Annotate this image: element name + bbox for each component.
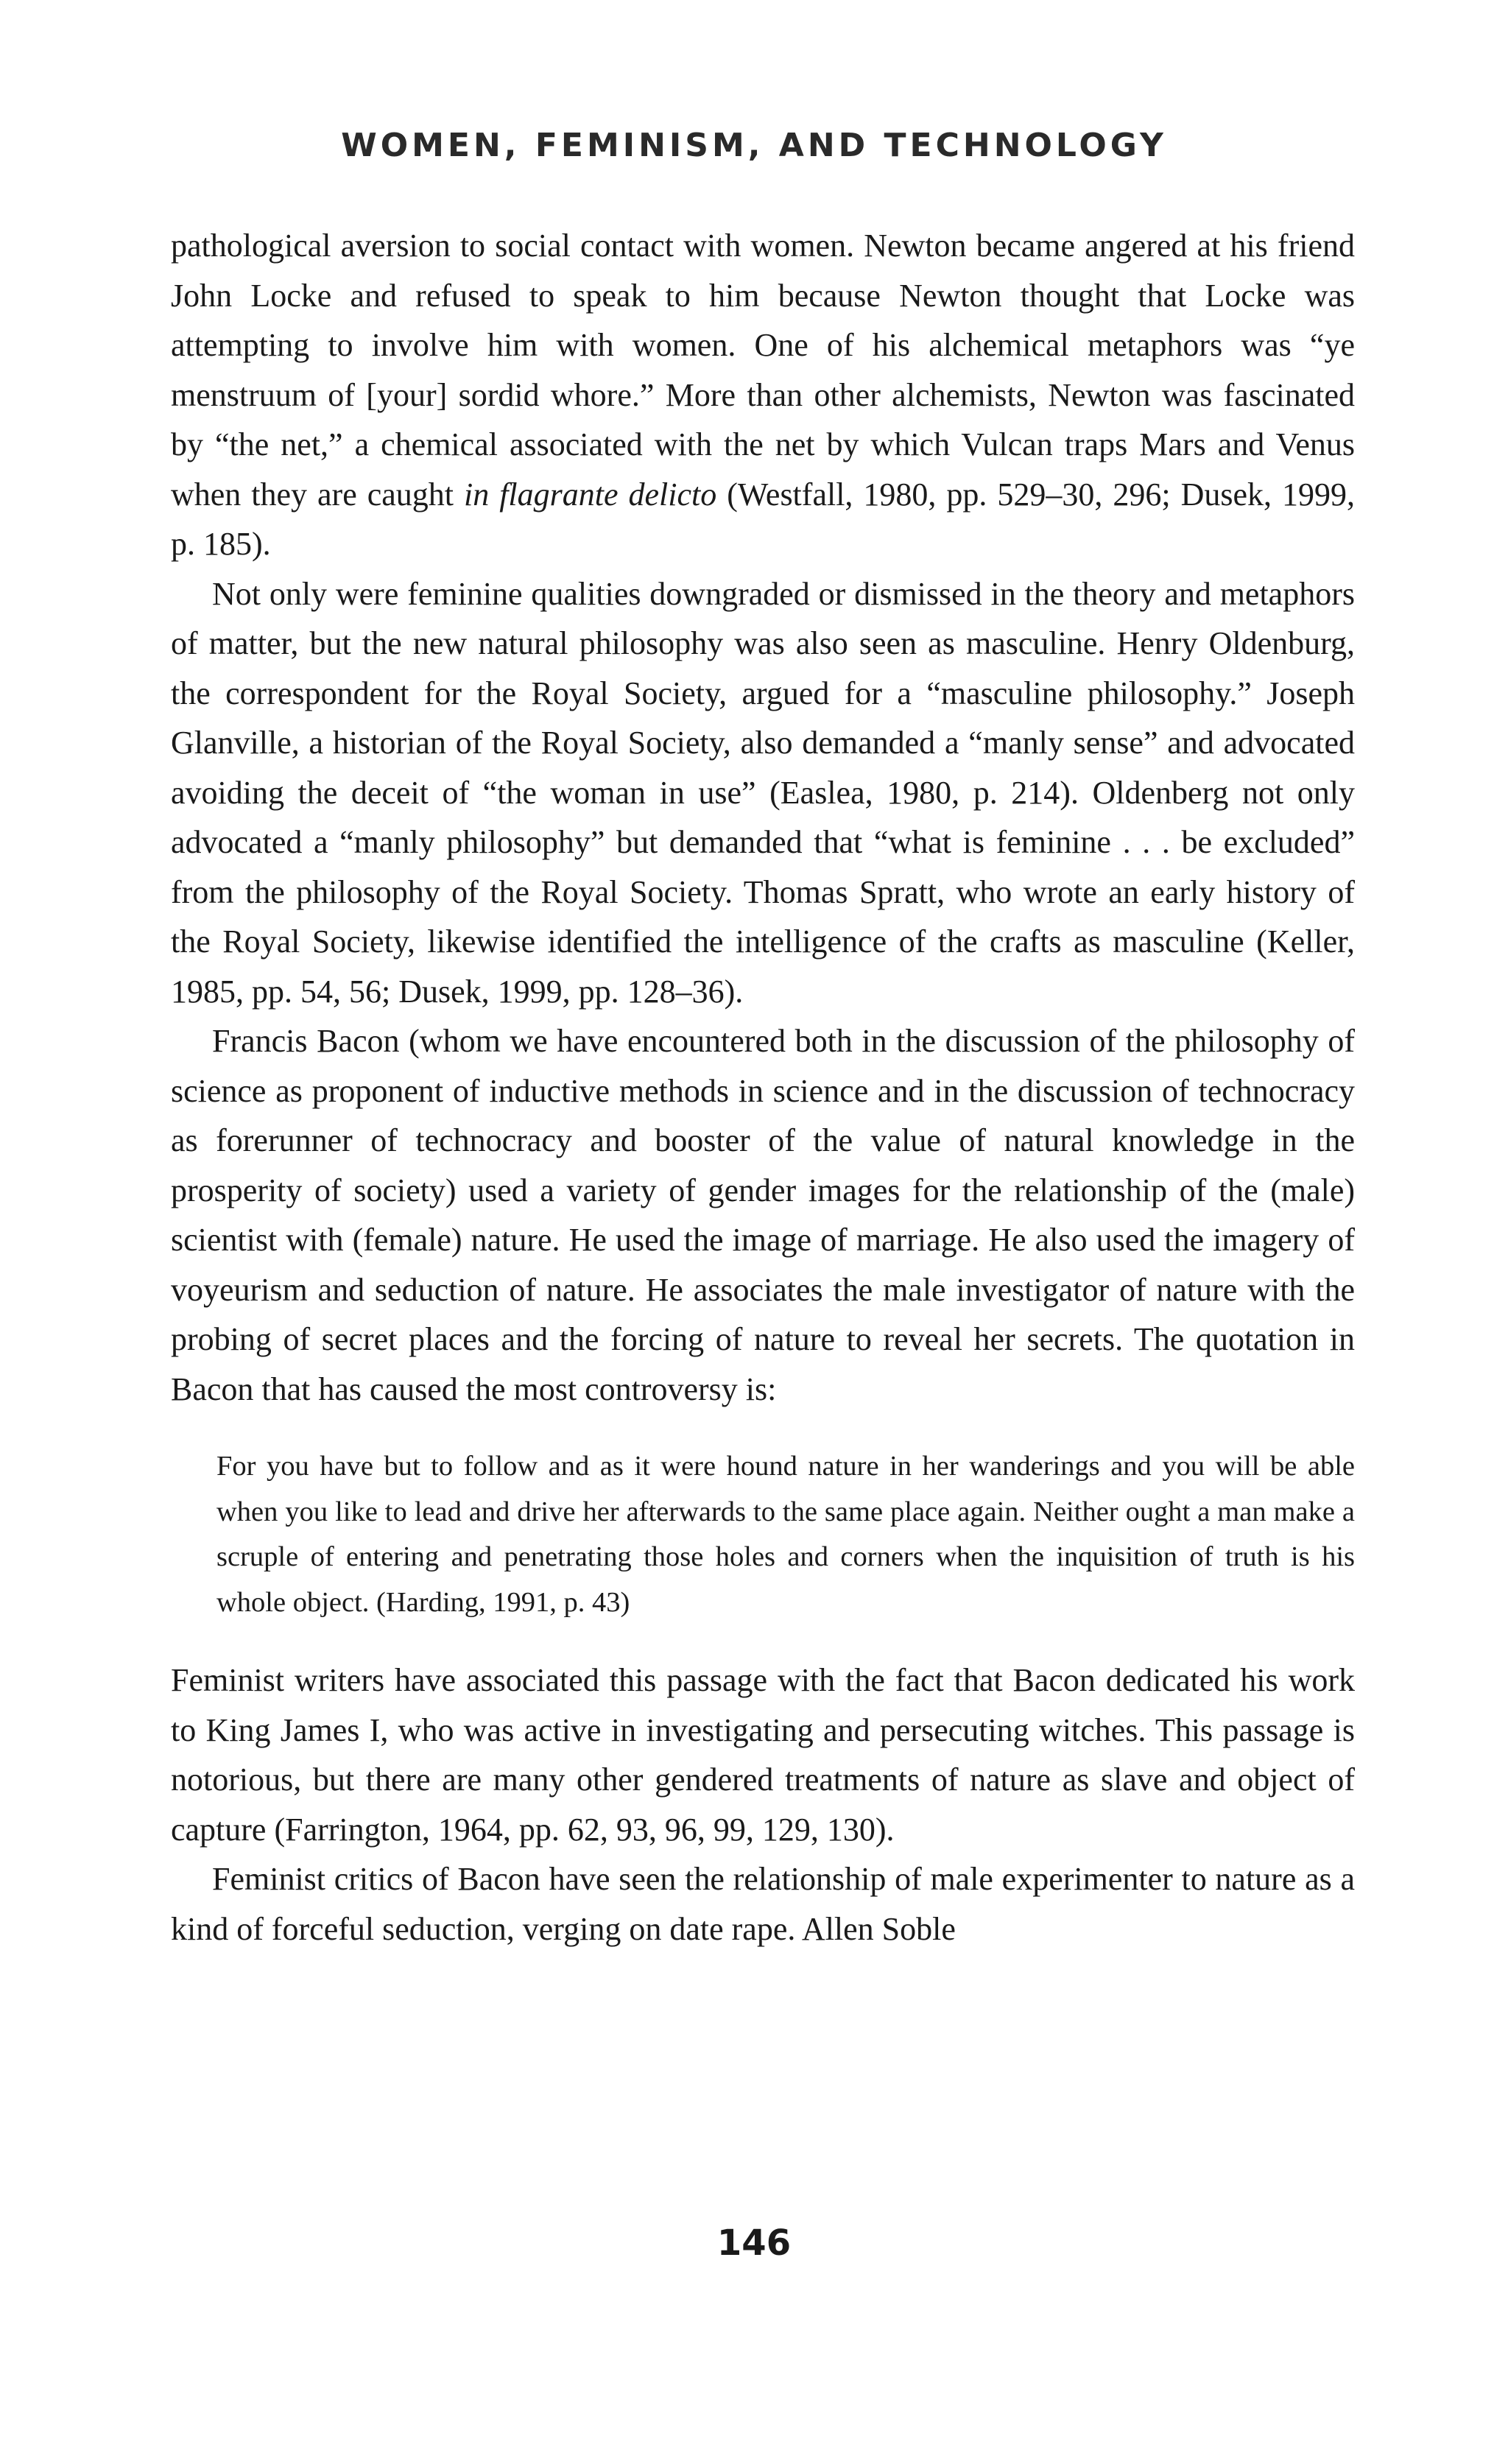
paragraph-1 [171,221,1355,569]
paragraph-1-text: pathological aversion to social contact with women. Newton became angered at his friend John Locke and refused to speak to him because Newton thought that Locke was attempting to involve him with women. One of his alchemical metaphors was “ye menstruum of [your] sordid whore.” More than other alchemists, Newton was fascinated by “the net,” a chemical associated with the net by which Vulcan traps Mars and Venus when they are caught [171,228,1355,513]
running-head: WOMEN, FEMINISM, AND TECHNOLOGY [341,127,1167,164]
paragraph-3: Francis Bacon (whom we have encountered both in the discussion of the philosophy of science as proponent of inductive methods in science and in the discussion of technocracy as forerunner of technocracy and booster of the value of natural knowledge in the prosperity of society) used a variety of gender images for the relationship of the (male) scientist with (female) nature. He used the image of marriage. He also used the imagery of voyeurism and seduction of nature. He associates the male investigator of nature with the probing of secret places and the forcing of nature to reveal her secrets. The quotation in Bacon that has caused the most controversy is: [171,1023,1355,1407]
paragraph-2: Not only were feminine qualities downgraded or dismissed in the theory and metaphors of matter, but the new natural philosophy was also seen as masculine. Henry Oldenburg, the correspondent for the Royal Society, argued for a “masculine philosophy.” Joseph Glanville, a historian of the Royal Society, also demanded a “manly sense” and advocated avoiding the deceit of “the woman in use” (Easlea, 1980, p. 214). Oldenberg not only advocated a “manly philosophy” but demanded that “what is feminine . . . be excluded” from the philosophy of the Royal Society. Thomas Spratt, who wrote an early history of the Royal Society, likewise identified the intelligence of the crafts as masculine (Keller, 1985, pp. 54, 56; Dusek, 1999, pp. 128–36). [171,575,1355,1010]
body-text [171,221,1355,1954]
block-quote: For you have but to follow and as it were hound nature in her wanderings and you will be able when you like to lead and drive her afterwards to the same place again. Neither ought a man make a scruple of entering and penetrating those holes and corners when the inquisition of truth is his whole object. (Harding, 1991, p. 43) [216,1451,1355,1618]
paragraph-1-italic: in flagrante delicto [464,476,717,513]
paragraph-5: Feminist critics of Bacon have seen the relationship of male experimenter to nature as a kind of forceful seduction, verging on date rape. Allen Soble [171,1861,1355,1947]
paragraph-1-tail: (Westfall, 1980, pp. 529–30, 296; Dusek, 1999, p. 185). [171,476,1355,562]
page-number: 146 [716,2222,792,2264]
paragraph-4: Feminist writers have associated this passage with the fact that Bacon dedicated his work to King James I, who was active in investigating and persecuting witches. This passage is notorious, but there are many other gendered treatments of nature as slave and object of capture (Farrington, 1964, pp. 62, 93, 96, 99, 129, 130). [171,1662,1355,1848]
